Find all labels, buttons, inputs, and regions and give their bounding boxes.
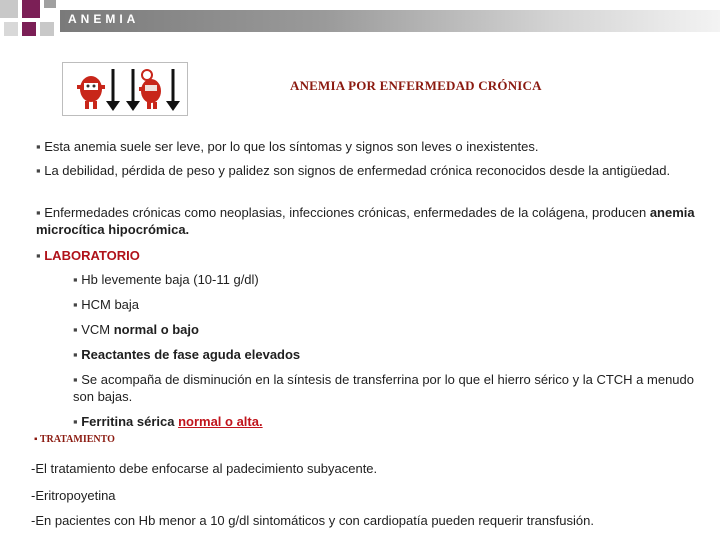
paragraph-1 [36, 138, 706, 155]
lab-item-6-bold: Ferritina sérica [81, 414, 179, 429]
lab-item-2-text: HCM baja [81, 297, 140, 312]
bullet: ▪ [36, 205, 41, 220]
header-bar [60, 10, 720, 32]
paragraph-3-text: Enfermedades crónicas como neoplasias, infecciones crónicas, enfermedades de la colágena, producen [44, 205, 647, 220]
paragraph-2-text: La debilidad, pérdida de peso y palidez son signos de enfermedad crónica reconocidos desde la antigüedad. [44, 163, 671, 178]
lab-item-3-bold: normal o bajo [113, 322, 199, 337]
red-figure-right-icon [139, 70, 161, 109]
lab-item-1 [73, 271, 259, 288]
lab-item-3 [73, 321, 199, 338]
laboratorio-heading-text: LABORATORIO [44, 248, 140, 263]
bullet: ▪ [36, 163, 41, 178]
lab-item-3-text: VCM [81, 322, 114, 337]
lab-item-6-red: normal o alta [178, 414, 259, 429]
red-figure-left-icon [77, 76, 105, 109]
bullet: ▪ [73, 347, 78, 362]
lab-item-4 [73, 346, 300, 363]
bullet: ▪ [34, 434, 38, 445]
bullet: ▪ [73, 414, 78, 429]
lab-item-5-text: Se acompaña de disminución en la síntesis de transferrina por lo que el hierro sérico y la CTCH a menudo son bajas. [73, 372, 694, 404]
paragraph-3-bold: anemia microcítica hipocrómica. [36, 205, 695, 237]
bullet: ▪ [73, 272, 78, 287]
bullet: ▪ [73, 322, 78, 337]
lab-item-4-text: Reactantes de fase aguda elevados [81, 347, 301, 362]
paragraph-1-text: Esta anemia suele ser leve, por lo que los síntomas y signos son leves o inexistentes. [44, 139, 539, 154]
lab-item-6-end: . [258, 414, 263, 429]
lab-item-1-text: Hb levemente baja (10-11 g/dl) [81, 272, 259, 287]
down-arrow-icon-3 [166, 69, 180, 111]
lab-item-6 [73, 413, 263, 430]
tratamiento-heading [34, 434, 115, 445]
slide-header-title: ANEMIA [68, 12, 140, 26]
paragraph-2 [36, 162, 676, 179]
tratamiento-line-3: -En pacientes con Hb menor a 10 g/dl sintomáticos y con cardiopatía pueden requerir transfusión. [31, 513, 594, 528]
down-arrow-icon-2 [126, 69, 140, 111]
bullet: ▪ [36, 139, 41, 154]
down-arrow-icon [106, 69, 120, 111]
tratamiento-line-1: -El tratamiento debe enfocarse al padecimiento subyacente. [31, 461, 378, 476]
bullet: ▪ [36, 248, 41, 263]
bullet: ▪ [73, 297, 78, 312]
lab-item-5 [73, 371, 703, 405]
section-title: ANEMIA POR ENFERMEDAD CRÓNICA [290, 78, 542, 93]
bullet: ▪ [73, 372, 78, 387]
tratamiento-heading-text: TRATAMIENTO [39, 434, 115, 445]
anemia-illustration [62, 62, 188, 116]
lab-item-2 [73, 296, 139, 313]
paragraph-3 [36, 204, 711, 238]
tratamiento-line-2: -Eritropoyetina [31, 488, 116, 503]
laboratorio-heading [36, 247, 140, 264]
